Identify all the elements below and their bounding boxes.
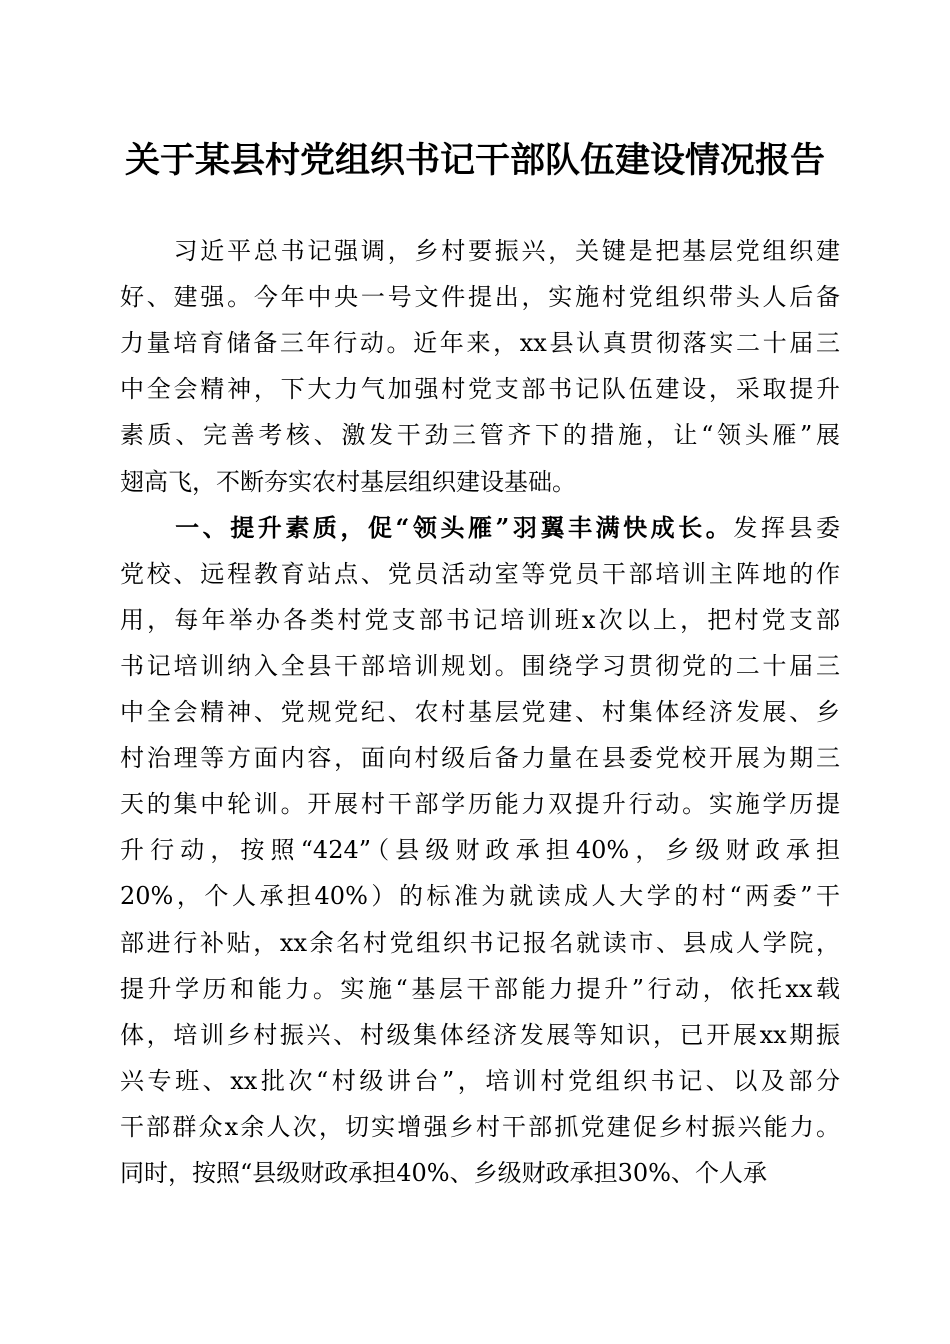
line-text: 中全会精神，下大力气加强村党支部书记队伍建设，采取提升 <box>120 375 840 404</box>
line-text: 体，培训乡村振兴、村级集体经济发展等知识，已开展xx期振 <box>120 1020 840 1049</box>
document-title: 关于某县村党组织书记干部队伍建设情况报告 <box>124 140 825 181</box>
line-text: 翅高飞，不断夯实农村基层组织建设基础。 <box>120 467 576 496</box>
line-text: 素质、完善考核、激发干劲三管齐下的措施，让“领头雁”展 <box>120 421 840 450</box>
body-text-line <box>120 1064 840 1098</box>
line-text: 升行动，按照“424”（县级财政承担40%，乡级财政承担 <box>120 836 840 865</box>
body-text-line <box>120 1110 840 1144</box>
body-text-line <box>120 695 840 729</box>
line-text: 用，每年举办各类村党支部书记培训班x次以上，把村党支部 <box>120 605 840 634</box>
body-text-line <box>120 649 840 683</box>
body-text-line <box>120 603 840 637</box>
body-text-line <box>120 879 840 913</box>
line-text: 天的集中轮训。开展村干部学历能力双提升行动。实施学历提 <box>120 790 840 819</box>
body-text-line <box>120 280 840 314</box>
body-text-line <box>120 787 840 821</box>
line-text: 村治理等方面内容，面向村级后备力量在县委党校开展为期三 <box>120 744 840 773</box>
line-text: 部进行补贴，xx余名村党组织书记报名就读市、县成人学院， <box>120 928 840 957</box>
body-text-line <box>120 557 840 591</box>
line-text: 提升学历和能力。实施“基层干部能力提升”行动，依托xx载 <box>120 974 840 1003</box>
line-text: 干部群众x余人次，切实增强乡村干部抓党建促乡村振兴能力。 <box>120 1112 840 1141</box>
line-text: 20%，个人承担40%）的标准为就读成人大学的村“两委”干 <box>120 882 840 911</box>
body-text-line <box>120 833 840 867</box>
body-text-line <box>120 741 840 775</box>
line-text: 中全会精神、党规党纪、农村基层党建、村集体经济发展、乡 <box>120 698 840 726</box>
section-heading: 一、提升素质，促“领头雁”羽翼丰满快成长。 <box>120 512 734 542</box>
line-text: 发挥县委 <box>733 513 840 542</box>
line-text: 好、建强。今年中央一号文件提出，实施村党组织带头人后备 <box>120 283 840 312</box>
body-text-line <box>120 465 840 499</box>
body-text-line <box>120 972 840 1006</box>
line-text: 党校、远程教育站点、党员活动室等党员干部培训主阵地的作 <box>120 559 840 588</box>
body-text-line <box>120 418 840 452</box>
body-text-line <box>120 926 840 960</box>
line-text: 习近平总书记强调，乡村要振兴，关键是把基层党组织建 <box>120 237 840 265</box>
line-text: 兴专班、xx批次“村级讲台”，培训村党组织书记、以及部分 <box>120 1066 840 1095</box>
body-text-line <box>120 1018 840 1052</box>
section-heading-line <box>120 511 840 545</box>
body-text-line <box>120 1156 840 1190</box>
body-text-line <box>120 234 840 268</box>
body-text-line <box>120 372 840 406</box>
line-text: 力量培育储备三年行动。近年来，xx县认真贯彻落实二十届三 <box>120 329 840 358</box>
line-text: 书记培训纳入全县干部培训规划。围绕学习贯彻党的二十届三 <box>120 651 840 680</box>
line-text: 同时，按照“县级财政承担40%、乡级财政承担30%、个人承 <box>120 1159 767 1187</box>
body-text-line <box>120 326 840 360</box>
